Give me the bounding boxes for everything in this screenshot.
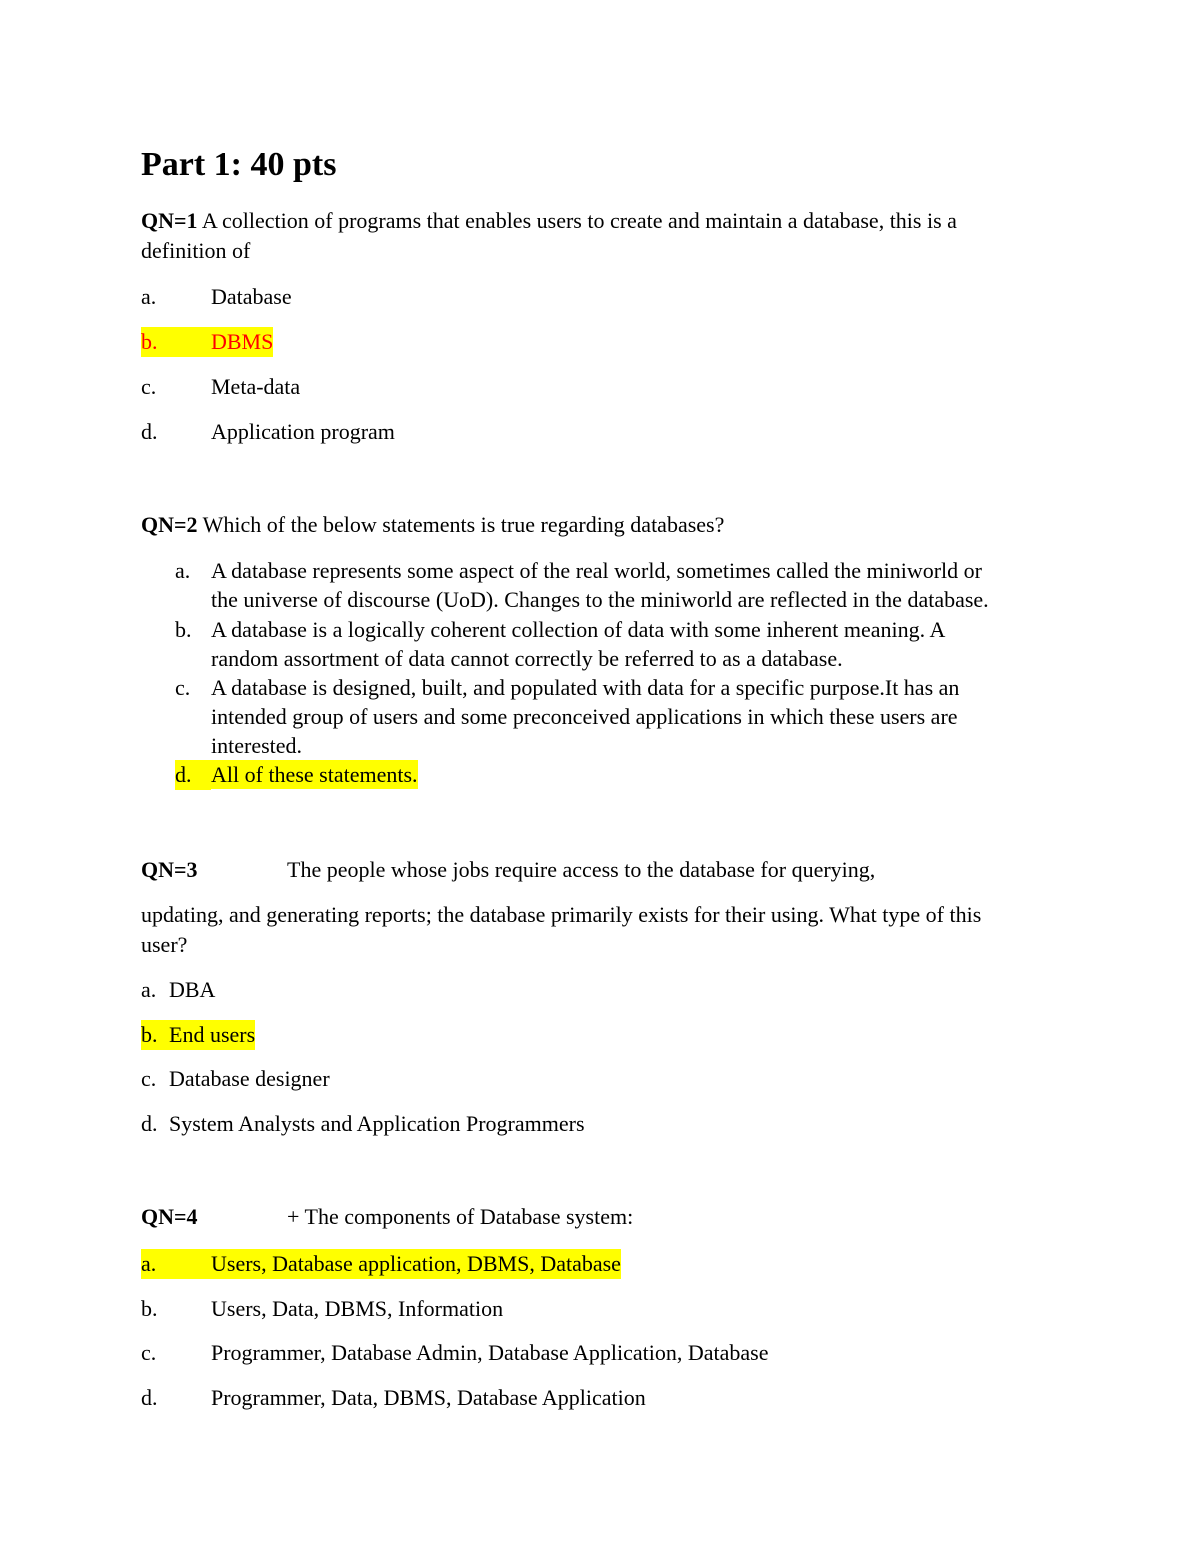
option-text-line: intended group of users and some preconceived applications in which these users are <box>211 704 958 729</box>
option-text-answer: Users, Database application, DBMS, Database <box>211 1249 621 1279</box>
option-letter: d. <box>141 1385 158 1410</box>
option-letter: c. <box>175 675 191 700</box>
option-text-answer: DBMS <box>211 327 273 357</box>
question-number: QN=2 <box>141 512 198 537</box>
option-letter: a. <box>141 977 157 1002</box>
question-3-stem-cont: updating, and generating reports; the database primarily exists for their using. What type of this <box>141 902 982 927</box>
question-1-stem-cont: definition of <box>141 238 251 263</box>
option-text: Programmer, Database Admin, Database Application, Database <box>211 1340 769 1365</box>
option-letter-answer: a. <box>141 1249 211 1279</box>
option-letter: b. <box>141 1296 158 1321</box>
option-letter: d. <box>141 1111 158 1136</box>
option-letter-answer: b. <box>141 1020 169 1050</box>
option-text: Meta-data <box>211 374 301 399</box>
question-2-stem <box>141 510 724 540</box>
option-text: Application program <box>211 419 395 444</box>
option-letter-answer: d. <box>175 760 211 790</box>
question-text: Which of the below statements is true regarding databases? <box>202 512 725 537</box>
question-1-stem <box>141 206 957 236</box>
option-letter: c. <box>141 1340 157 1365</box>
question-number: QN=4 <box>141 1204 198 1229</box>
option-letter-answer: b. <box>141 327 211 357</box>
option-text-line: A database represents some aspect of the real world, sometimes called the miniworld or <box>211 558 982 583</box>
option-text-answer: End users <box>169 1020 255 1050</box>
option-letter: a. <box>175 558 191 583</box>
question-number: QN=1 <box>141 208 198 233</box>
question-text: The people whose jobs require access to the database for querying, <box>287 857 876 882</box>
option-text-line: A database is a logically coherent collection of data with some inherent meaning. A <box>211 617 946 642</box>
option-text-line: A database is designed, built, and populated with data for a specific purpose.It has an <box>211 675 960 700</box>
option-text: Database <box>211 284 292 309</box>
page-title: Part 1: 40 pts <box>141 146 337 183</box>
option-text: System Analysts and Application Programmers <box>169 1111 585 1136</box>
option-text: Programmer, Data, DBMS, Database Application <box>211 1385 646 1410</box>
option-text-answer: All of these statements. <box>211 762 418 787</box>
question-text: A collection of programs that enables users to create and maintain a database, this is a <box>201 208 957 233</box>
option-text-line: interested. <box>211 733 303 758</box>
option-text: Database designer <box>169 1066 330 1091</box>
option-text-line: random assortment of data cannot correctly be referred to as a database. <box>211 646 843 671</box>
option-text-line: the universe of discourse (UoD). Changes to the miniworld are reflected in the database. <box>211 587 989 612</box>
option-text: DBA <box>169 977 216 1002</box>
option-letter: c. <box>141 1066 157 1091</box>
question-text: + The components of Database system: <box>287 1204 634 1229</box>
option-letter: b. <box>175 617 192 642</box>
option-text: Users, Data, DBMS, Information <box>211 1296 504 1321</box>
question-number: QN=3 <box>141 857 198 882</box>
option-letter: a. <box>141 284 157 309</box>
option-letter: c. <box>141 374 157 399</box>
question-3-stem-cont: user? <box>141 932 188 957</box>
option-letter: d. <box>141 419 158 444</box>
